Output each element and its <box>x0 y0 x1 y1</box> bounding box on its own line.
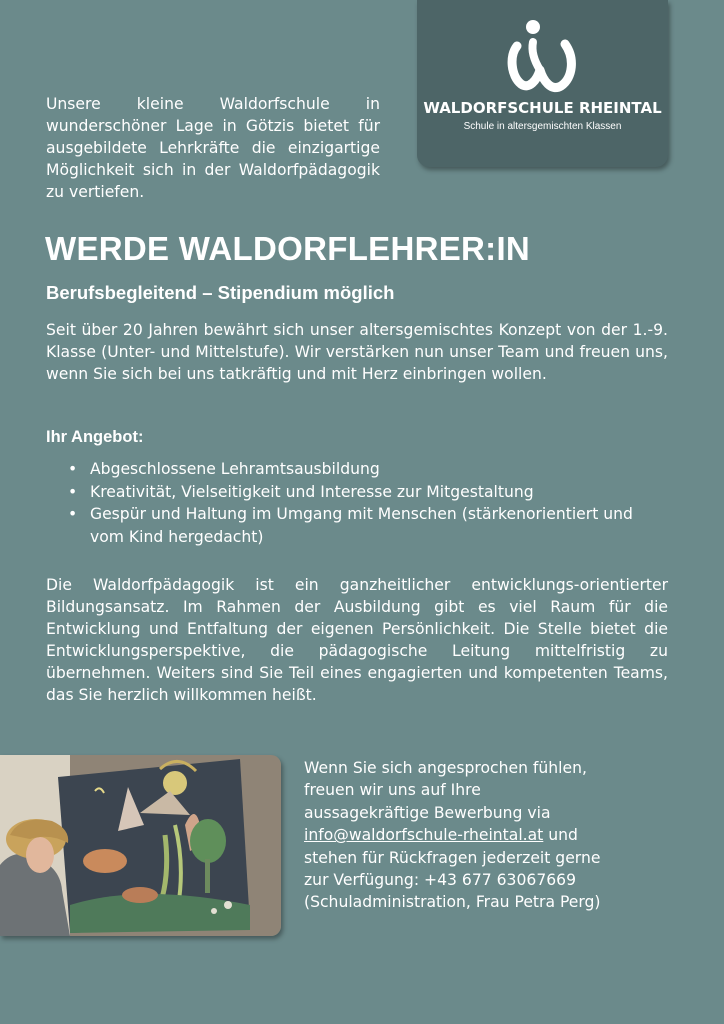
body-paragraph-1: Seit über 20 Jahren bewährt sich unser altersgemischtes Konzept von der 1.-9. Klasse (Unter- und Mittelstufe). Wir verstärken nun unser Team und freuen uns, wenn Sie sich bei uns tatkräftig und mit Herz einbringen wollen. <box>46 321 668 383</box>
contact-line: und <box>543 826 578 845</box>
page-title: WERDE WALDORFLEHRER:IN <box>45 230 531 267</box>
contact-line: stehen für Rückfragen jederzeit gerne <box>304 848 601 867</box>
school-logo <box>417 0 668 167</box>
contact-line: aussagekräftige Bewerbung via <box>304 803 551 822</box>
email-link[interactable]: info@waldorfschule-rheintal.at <box>304 826 544 845</box>
offer-list-item: • Abgeschlossene Lehramtsausbildung <box>46 458 666 481</box>
intro-paragraph: Unsere kleine Waldorfschule in wunderschöner Lage in Götzis bietet für ausgebildete Lehrkräfte die einzigartige Möglichkeit sich in der Waldorfpädagogik zu vertiefen. <box>46 95 380 201</box>
contact-line: Wenn Sie sich angesprochen fühlen, <box>304 759 587 777</box>
logo-tagline: Schule in altersgemischten Klassen <box>463 121 622 132</box>
contact-line: (Schuladministration, Frau Petra Perg) <box>304 893 601 912</box>
contact-phone-line: zur Verfügung: +43 677 63067669 <box>304 871 576 890</box>
contact-paragraph <box>304 757 674 914</box>
body-paragraph-2: Die Waldorfpädagogik ist ein ganzheitlicher entwicklungs-orientierter Bildungsansatz. Im Rahmen der Ausbildung gibt es viel Raum für die Entwicklung und Entfaltung der eigenen Persönlichkeit. Die Stelle bietet die Entwicklungsperspektive, die pädagogische Leitung mittelfristig zu übernehmen. Weiters sind Sie Teil eines engagierten und kompetenten Teams, das Sie herzlich willkommen heißt. <box>46 576 668 704</box>
contact-line: freuen wir uns auf Ihre <box>304 781 481 800</box>
offer-list-item: • Kreativität, Vielseitigkeit und Interesse zur Mitgestaltung <box>46 481 666 504</box>
iw-logo-mark-icon <box>503 18 583 96</box>
offer-list-item: • Gespür und Haltung im Umgang mit Menschen (stärkenorientiert und vom Kind hergedacht) <box>46 503 666 548</box>
offer-list <box>46 458 666 548</box>
page-subtitle: Berufsbegleitend – Stipendium möglich <box>46 282 395 303</box>
contact-email-line <box>304 824 674 846</box>
logo-school-name: WALDORFSCHULE RHEINTAL <box>423 99 662 117</box>
teacher-drawing-chalkboard-photo <box>0 755 281 936</box>
offer-heading: Ihr Angebot: <box>46 428 144 446</box>
